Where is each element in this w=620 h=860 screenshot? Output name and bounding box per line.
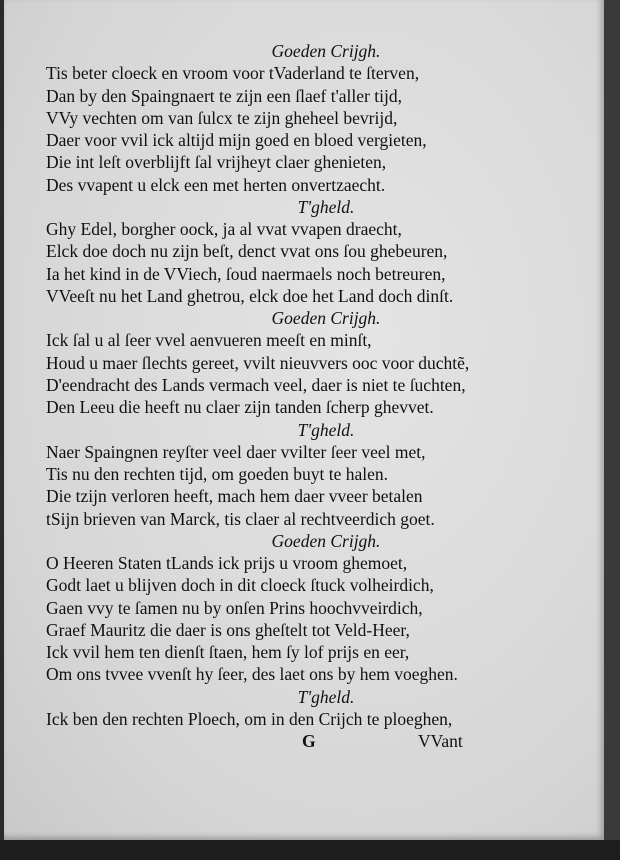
page-footer — [46, 730, 566, 752]
book-page — [4, 0, 604, 840]
signature-mark: G — [302, 731, 316, 752]
verse-line: VVeeſt nu het Land ghetrou, elck doe het Land doch dinſt. — [46, 285, 454, 306]
verse-line: Den Leeu die heeft nu claer zijn tanden ſcherp ghevvet. — [46, 397, 434, 418]
verse-line: Tis beter cloeck en vroom voor tVaderland te ſterven, — [46, 63, 420, 84]
verse-line: Graef Mauritz die daer is ons gheſtelt tot Veld-Heer, — [46, 619, 410, 640]
verse-line: Dan by den Spaingnaert te zijn een ſlaef t'aller tijd, — [46, 85, 402, 106]
verse-line: Die int leſt overblijft ſal vrijheyt claer ghenieten, — [46, 152, 387, 173]
scan-edge-right — [604, 0, 620, 860]
verse-line: Daer voor vvil ick altijd mijn goed en bloed vergieten, — [46, 130, 427, 151]
verse-line: Die tzijn verloren heeft, mach hem daer vveer betalen — [46, 486, 423, 507]
verse-line: Naer Spaingnen reyſter veel daer vvilter ſeer veel met, — [46, 441, 426, 462]
speaker-heading: Goeden Crijgh. — [271, 41, 381, 61]
verse-line: Ick ben den rechten Ploech, om in den Crijch te ploeghen, — [46, 708, 453, 729]
verse-line: Tis nu den rechten tijd, om goeden buyt te halen. — [46, 464, 389, 485]
verse-line: D'eendracht des Lands vermach veel, daer is niet te ſuchten, — [46, 374, 466, 395]
catchword: VVant — [418, 731, 463, 752]
verse-line: tSijn brieven van Marck, tis claer al rechtveerdich goet. — [46, 508, 435, 529]
verse-line: O Heeren Staten tLands ick prijs u vroom ghemoet, — [46, 553, 408, 574]
verse-line: Om ons tvvee vvenſt hy ſeer, des laet ons by hem voeghen. — [46, 664, 458, 685]
verse-line: Ghy Edel, borgher oock, ja al vvat vvapen draecht, — [46, 219, 402, 240]
scan-edge-bottom — [0, 840, 620, 860]
verse-line: VVy vechten om van ſulcx te zijn gheheel bevrijd, — [46, 107, 398, 128]
speaker-heading: Goeden Crijgh. — [271, 530, 381, 551]
verse-line: Gaen vvy te ſamen nu by onſen Prins hoochvveirdich, — [46, 597, 423, 618]
verse-line: Houd u maer ſlechts gereet, vvilt nieuvvers ooc voor duchtẽ, — [46, 352, 470, 373]
speaker-heading: Goeden Crijgh. — [271, 308, 381, 329]
verse-line: Elck doe doch nu zijn beſt, denct vvat ons ſou ghebeuren, — [46, 241, 448, 262]
poem-text — [46, 40, 566, 753]
speaker-heading: T'gheld. — [297, 196, 355, 217]
verse-line: Des vvapent u elck een met herten onvertzaecht. — [46, 174, 386, 195]
speaker-heading: T'gheld. — [297, 686, 355, 707]
verse-line: Ick ſal u al ſeer vvel aenvueren meeſt en minſt, — [46, 330, 372, 351]
verse-line: Godt laet u blijven doch in dit cloeck ſtuck volheirdich, — [46, 575, 434, 596]
verse-line: Ick vvil hem ten dienſt ſtaen, hem ſy lof prijs en eer, — [46, 642, 410, 663]
verse-line: Ia het kind in de VViech, ſoud naermaels noch betreuren, — [46, 263, 446, 284]
speaker-heading: T'gheld. — [297, 419, 355, 440]
